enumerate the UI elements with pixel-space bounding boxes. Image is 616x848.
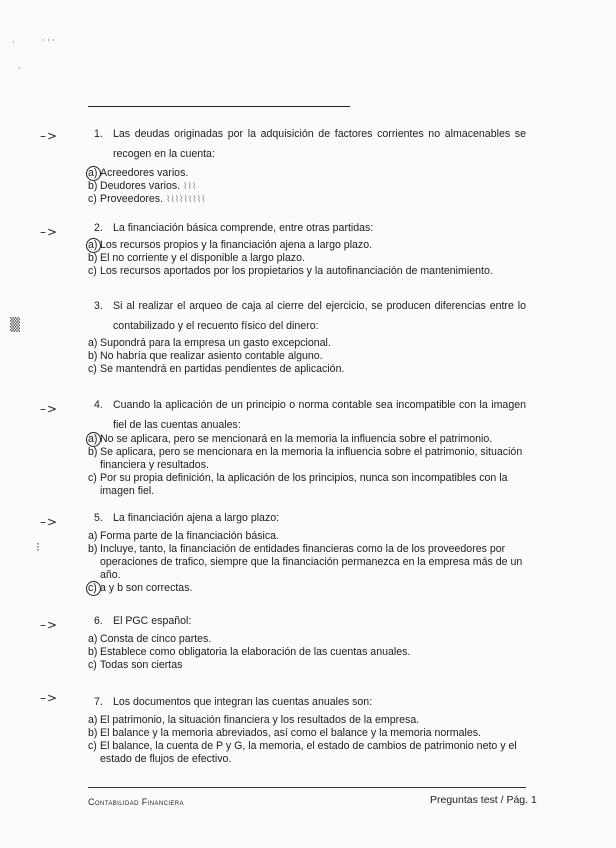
option-letter: b)	[88, 180, 98, 192]
question-5	[94, 510, 526, 526]
option-b	[88, 727, 528, 740]
option-letter: a)	[88, 337, 98, 349]
option-letter: b)	[88, 350, 98, 362]
option-text: Los recursos propios y la financiación ajena a largo plazo.	[100, 239, 373, 251]
option-text: No se aplicara, pero se mencionará en la memoria la influencia sobre el patrimonio.	[100, 433, 493, 445]
option-a	[88, 714, 528, 727]
option-text: Acreedores varios.	[100, 167, 189, 179]
option-b	[88, 446, 528, 472]
scribble-mark: ⌇⌇⌇⌇⌇⌇⌇⌇⌇	[165, 194, 206, 204]
option-letter: b)	[88, 446, 98, 458]
option-text: El patrimonio, la situación financiera y los resultados de la empresa.	[100, 714, 420, 726]
answer-circle-q4-a	[86, 432, 101, 447]
option-c	[88, 740, 528, 766]
question-number: 6.	[94, 615, 103, 627]
question-stem	[94, 395, 526, 435]
option-letter: c)	[88, 582, 97, 594]
option-b	[88, 543, 528, 582]
scan-speck-mark: ⁝	[36, 540, 40, 554]
option-text: Se mantendrá en partidas pendientes de aplicación.	[100, 363, 345, 375]
scan-speck-mark: · · ·	[42, 36, 55, 45]
question-6	[94, 613, 526, 629]
question-number: 4.	[94, 399, 103, 411]
option-a	[88, 239, 528, 252]
question-text: El PGC español:	[113, 615, 192, 627]
option-letter: a)	[88, 714, 98, 726]
header-rule	[88, 106, 350, 107]
option-letter: a)	[88, 167, 98, 179]
question-text: Si al realizar el arqueo de caja al cierre del ejercicio, se producen diferencias entre lo contabilizado y el recuento físico del dinero:	[113, 300, 526, 332]
options-5	[88, 530, 528, 595]
option-text: Por su propia definición, la aplicación de los principios, nunca son incompatibles con la imagen fiel.	[100, 472, 508, 497]
option-a	[88, 433, 528, 446]
option-a	[88, 337, 528, 350]
option-letter: b)	[88, 646, 98, 658]
option-letter: c)	[88, 472, 97, 484]
option-b	[88, 252, 528, 265]
option-c	[88, 659, 528, 672]
option-text: Consta de cinco partes.	[100, 633, 212, 645]
option-a	[88, 530, 528, 543]
question-text: La financiación básica comprende, entre otras partidas:	[113, 222, 374, 234]
question-1	[94, 124, 526, 164]
footer-rule	[88, 787, 526, 788]
option-letter: c)	[88, 265, 97, 277]
footer-course-title: Contabilidad Financiera	[88, 797, 184, 807]
option-c	[88, 582, 528, 595]
option-text: Los recursos aportados por los propietarios y la autofinanciación de mantenimiento.	[100, 265, 493, 277]
option-text: Todas son ciertas	[100, 659, 183, 671]
question-stem	[94, 220, 526, 236]
option-b	[88, 180, 528, 193]
margin-arrow-q7: –>	[40, 691, 59, 705]
options-2	[88, 239, 528, 278]
question-number: 1.	[94, 128, 103, 140]
margin-arrow-q5: –>	[40, 515, 59, 529]
option-letter: a)	[88, 633, 98, 645]
option-letter: c)	[88, 193, 97, 205]
option-letter: c)	[88, 363, 97, 375]
footer-page-label: Preguntas test / Pág. 1	[430, 794, 537, 806]
option-letter: b)	[88, 727, 98, 739]
option-c	[88, 265, 528, 278]
question-text: Las deudas originadas por la adquisición de factores corrientes no almacenables se recogen en la cuenta:	[113, 128, 526, 160]
margin-arrow-q6: –>	[40, 618, 59, 632]
option-letter: c)	[88, 740, 97, 752]
question-text: Los documentos que integran las cuentas anuales son:	[113, 696, 373, 708]
question-stem	[94, 613, 526, 629]
question-3	[94, 296, 526, 336]
option-text: a y b son correctas.	[100, 582, 193, 594]
options-7	[88, 714, 528, 766]
question-stem	[94, 124, 526, 164]
option-letter: a)	[88, 239, 98, 251]
options-1	[88, 167, 528, 206]
option-text: El balance, la cuenta de P y G, la memoria, el estado de cambios de patrimonio neto y el estado de flujos de efectivo.	[100, 740, 517, 765]
option-text: El balance y la memoria abreviados, así como el balance y la memoria normales.	[100, 727, 481, 739]
margin-arrow-q1: –>	[40, 129, 59, 143]
question-number: 7.	[94, 696, 103, 708]
option-c	[88, 472, 528, 498]
question-text: La financiación ajena a largo plazo:	[113, 512, 280, 524]
option-text: Establece como obligatoria la elaboración de las cuentas anuales.	[100, 646, 411, 658]
question-2	[94, 220, 526, 236]
option-c	[88, 363, 528, 376]
question-number: 2.	[94, 222, 103, 234]
option-text: Proveedores.	[100, 193, 164, 205]
question-7	[94, 694, 526, 710]
option-a	[88, 633, 528, 646]
question-number: 3.	[94, 300, 103, 312]
option-text: Incluye, tanto, la financiación de entidades financieras como la de los proveedores por operaciones de trafico, siempre que la financiación permanezca en la empresa más de un año.	[100, 543, 523, 581]
question-number: 5.	[94, 512, 103, 524]
options-3	[88, 337, 528, 376]
question-stem	[94, 510, 526, 526]
option-letter: b)	[88, 252, 98, 264]
options-4	[88, 433, 528, 498]
scan-speck-mark: ▒	[10, 318, 20, 333]
option-b	[88, 646, 528, 659]
scan-speck-mark: ·	[12, 38, 15, 47]
answer-circle-q5-c	[86, 581, 101, 596]
margin-arrow-q2: –>	[40, 225, 59, 239]
option-text: Forma parte de la financiación básica.	[100, 530, 280, 542]
option-letter: a)	[88, 433, 98, 445]
question-4	[94, 395, 526, 435]
option-a	[88, 167, 528, 180]
option-b	[88, 350, 528, 363]
option-text: Supondrá para la empresa un gasto excepcional.	[100, 337, 331, 349]
scan-speck-mark: ·	[18, 64, 21, 73]
option-text: Deudores varios.	[100, 180, 181, 192]
question-text: Cuando la aplicación de un principio o norma contable sea incompatible con la imagen fiel de las cuentas anuales:	[113, 399, 526, 431]
options-6	[88, 633, 528, 672]
option-text: Se aplicara, pero se mencionara en la memoria la influencia sobre el patrimonio, situación financiera y resultados.	[100, 446, 523, 471]
question-stem	[94, 694, 526, 710]
option-text: El no corriente y el disponible a largo plazo.	[100, 252, 305, 264]
scribble-mark: ⌇⌇⌇	[183, 181, 197, 191]
option-text: No habría que realizar asiento contable alguno.	[100, 350, 323, 362]
answer-circle-q1-a	[86, 166, 101, 181]
margin-arrow-q4: –>	[40, 402, 59, 416]
option-letter: b)	[88, 543, 98, 555]
answer-circle-q2-a	[86, 238, 101, 253]
question-stem	[94, 296, 526, 336]
option-c	[88, 193, 528, 206]
option-letter: c)	[88, 659, 97, 671]
option-letter: a)	[88, 530, 98, 542]
